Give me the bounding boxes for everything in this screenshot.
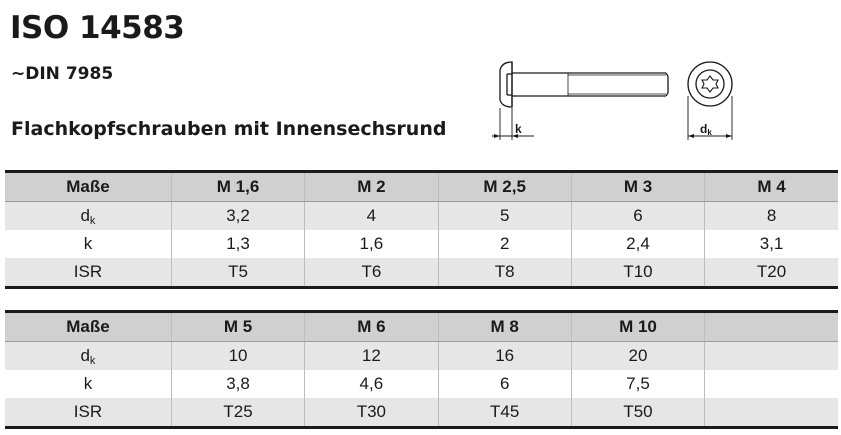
table-cell: T25 bbox=[171, 398, 304, 428]
row-label: $d_k$ bbox=[5, 342, 171, 371]
table-cell: 6 bbox=[438, 370, 571, 398]
table-cell: 16 bbox=[438, 342, 571, 371]
header-cell: M 4 bbox=[705, 172, 838, 202]
header-cell: M 10 bbox=[571, 312, 704, 342]
table-header-row bbox=[5, 312, 838, 342]
header-cell: Maße bbox=[5, 172, 171, 202]
row-label: k bbox=[5, 230, 171, 258]
table-cell: T30 bbox=[305, 398, 438, 428]
table-cell: 3,8 bbox=[171, 370, 304, 398]
table-cell: T10 bbox=[571, 258, 704, 288]
table-cell bbox=[705, 398, 838, 428]
table-cell: 6 bbox=[571, 202, 704, 231]
standard-subtitle: ~DIN 7985 bbox=[11, 64, 114, 84]
table-cell: T45 bbox=[438, 398, 571, 428]
table-cell: 3,2 bbox=[171, 202, 304, 231]
table-cell: 5 bbox=[438, 202, 571, 231]
header-cell bbox=[705, 312, 838, 342]
table-cell: T5 bbox=[171, 258, 304, 288]
table-cell: 1,6 bbox=[305, 230, 438, 258]
header-cell: M 1,6 bbox=[171, 172, 304, 202]
table-row bbox=[5, 202, 838, 231]
table-cell: 3,1 bbox=[705, 230, 838, 258]
table-cell: 20 bbox=[571, 342, 704, 371]
header-cell: M 8 bbox=[438, 312, 571, 342]
table-row bbox=[5, 370, 838, 398]
table-cell: 12 bbox=[305, 342, 438, 371]
page-title: ISO 14583 bbox=[10, 10, 185, 46]
table-row bbox=[5, 258, 838, 288]
table-cell: T6 bbox=[305, 258, 438, 288]
table-row bbox=[5, 398, 838, 428]
table-cell bbox=[705, 370, 838, 398]
header-cell: M 6 bbox=[305, 312, 438, 342]
table-row bbox=[5, 342, 838, 371]
header-cell: M 2,5 bbox=[438, 172, 571, 202]
table-cell: 1,3 bbox=[171, 230, 304, 258]
table-cell: T50 bbox=[571, 398, 704, 428]
screw-technical-drawing bbox=[488, 56, 738, 146]
table-cell: 4 bbox=[305, 202, 438, 231]
header-cell: M 5 bbox=[171, 312, 304, 342]
table-cell: 2 bbox=[438, 230, 571, 258]
table-cell: T20 bbox=[705, 258, 838, 288]
table-cell bbox=[705, 342, 838, 371]
table-cell: 8 bbox=[705, 202, 838, 231]
dimensions-table-1 bbox=[5, 170, 838, 289]
dimension-label-dk: dk bbox=[700, 122, 712, 137]
table-cell: T8 bbox=[438, 258, 571, 288]
dimension-label-k: k bbox=[515, 122, 522, 136]
table-cell: 10 bbox=[171, 342, 304, 371]
table-cell: 7,5 bbox=[571, 370, 704, 398]
table-row bbox=[5, 230, 838, 258]
header-cell: M 3 bbox=[571, 172, 704, 202]
dimensions-table-2 bbox=[5, 310, 838, 429]
row-label: $d_k$ bbox=[5, 202, 171, 231]
product-description: Flachkopfschrauben mit Innensechsrund bbox=[11, 118, 447, 140]
header-cell: Maße bbox=[5, 312, 171, 342]
table-header-row bbox=[5, 172, 838, 202]
row-label: ISR bbox=[5, 258, 171, 288]
row-label: ISR bbox=[5, 398, 171, 428]
row-label: k bbox=[5, 370, 171, 398]
header-cell: M 2 bbox=[305, 172, 438, 202]
table-cell: 2,4 bbox=[571, 230, 704, 258]
table-cell: 4,6 bbox=[305, 370, 438, 398]
